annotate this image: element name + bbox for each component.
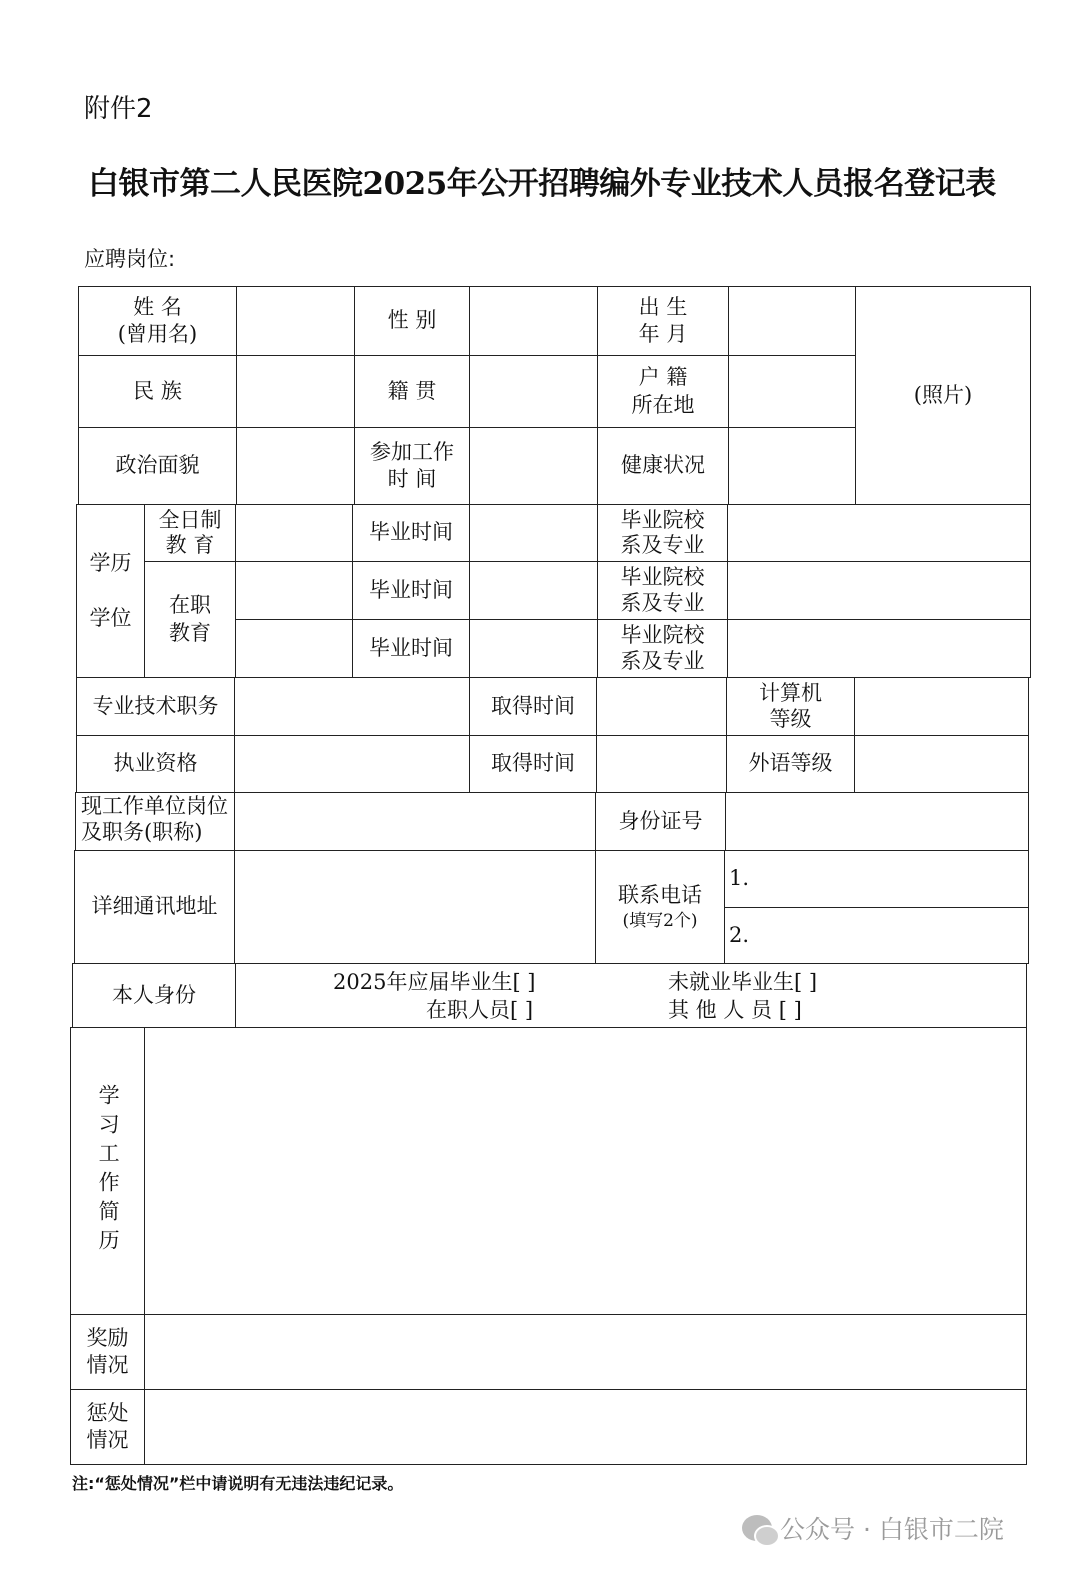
resume-input[interactable]	[144, 1027, 1027, 1315]
current-employer-line2: 及职务(职称)	[81, 820, 203, 845]
name-label-line1: 姓 名	[133, 294, 182, 319]
phone-1-prefix: 1.	[729, 866, 750, 891]
fulltime-degree-input[interactable]	[235, 504, 353, 562]
household-label	[597, 355, 729, 428]
fulltime-school-major-input[interactable]	[727, 504, 1031, 562]
awards-input[interactable]	[144, 1314, 1027, 1390]
inservice-graduation-time-input-1[interactable]	[469, 561, 598, 620]
phone-label	[595, 850, 725, 964]
household-label-line1: 户 籍	[638, 365, 688, 390]
foreign-language-label: 外语等级	[726, 735, 855, 793]
fulltime-school-major-line1: 毕业院校	[620, 507, 705, 532]
current-employer-label	[75, 792, 235, 851]
education-label: 学历	[89, 550, 132, 575]
inservice-school-major-2-line1: 毕业院校	[620, 623, 705, 648]
professional-title-time-input[interactable]	[596, 677, 727, 736]
current-employer-input[interactable]	[234, 792, 596, 851]
computer-level-label	[726, 677, 855, 736]
inservice-school-major-label-2	[597, 619, 728, 678]
work-start-label-line2: 时 间	[387, 467, 437, 491]
watermark	[742, 1510, 1004, 1546]
inservice-label-line1: 在职	[169, 593, 211, 618]
birth-label-line1: 出 生	[638, 294, 688, 319]
work-start-label-line1: 参加工作	[370, 439, 454, 464]
inservice-graduation-time-label-1: 毕业时间	[352, 561, 470, 620]
identity-option-other[interactable]: 其 他 人 员 [ ]	[668, 998, 802, 1022]
fulltime-label-line1: 全日制	[158, 507, 222, 532]
phone-2-prefix: 2.	[729, 922, 750, 947]
political-status-input[interactable]	[236, 427, 355, 505]
punishment-label	[70, 1389, 145, 1465]
inservice-school-major-input-1[interactable]	[727, 561, 1031, 620]
health-label: 健康状况	[597, 427, 729, 505]
inservice-school-major-2-line2: 系及专业	[620, 648, 705, 673]
computer-level-input[interactable]	[854, 677, 1029, 736]
inservice-degree-input-2[interactable]	[235, 619, 353, 678]
position-label: 应聘岗位:	[84, 247, 176, 271]
degree-label: 学位	[89, 606, 132, 630]
identity-option-employed[interactable]: 在职人员[ ]	[426, 998, 534, 1022]
id-number-label: 身份证号	[595, 792, 726, 851]
identity-option-unemployed-graduate[interactable]: 未就业毕业生[ ]	[668, 970, 818, 994]
address-label: 详细通讯地址	[74, 850, 235, 964]
practice-qualification-label: 执业资格	[76, 735, 235, 793]
photo-box[interactable]: (照片)	[855, 286, 1031, 505]
identity-option-fresh-graduate[interactable]: 2025年应届毕业生[ ]	[333, 970, 536, 994]
fulltime-label-line2: 教 育	[165, 533, 215, 557]
health-input[interactable]	[728, 427, 856, 505]
native-place-input[interactable]	[469, 355, 598, 428]
inservice-school-major-label-1	[597, 561, 728, 620]
foreign-language-input[interactable]	[854, 735, 1029, 793]
fulltime-label	[144, 504, 236, 562]
watermark-text: 公众号 · 白银市二院	[780, 1515, 1004, 1544]
fulltime-school-major-label	[597, 504, 728, 562]
professional-title-time-label: 取得时间	[469, 677, 597, 736]
punishment-label-line1: 惩处	[86, 1400, 129, 1425]
id-number-input[interactable]	[725, 792, 1029, 851]
inservice-school-major-1-line1: 毕业院校	[620, 565, 705, 590]
identity-label: 本人身份	[72, 963, 236, 1028]
phone-input-1[interactable]	[724, 850, 1029, 908]
punishment-label-line2: 情况	[86, 1428, 129, 1452]
professional-title-label: 专业技术职务	[76, 677, 235, 736]
practice-qualification-time-label: 取得时间	[469, 735, 597, 793]
identity-options	[235, 963, 1027, 1028]
current-employer-line1: 现工作单位岗位	[81, 794, 228, 818]
punishment-input[interactable]	[144, 1389, 1027, 1465]
work-start-label	[354, 427, 470, 505]
awards-label-line1: 奖励	[86, 1325, 129, 1350]
gender-label: 性 别	[354, 286, 470, 356]
household-label-line2: 所在地	[631, 392, 695, 417]
phone-label-line1: 联系电话	[618, 883, 702, 908]
inservice-school-major-input-2[interactable]	[727, 619, 1031, 678]
inservice-school-major-1-line2: 系及专业	[620, 590, 705, 615]
inservice-label	[144, 561, 236, 678]
awards-label-line2: 情况	[86, 1353, 129, 1377]
fulltime-graduation-time-input[interactable]	[469, 504, 598, 562]
attachment-label: 附件2	[84, 94, 153, 124]
birth-label-line2: 年 月	[638, 322, 688, 346]
practice-qualification-time-input[interactable]	[596, 735, 727, 793]
inservice-graduation-time-label-2: 毕业时间	[352, 619, 470, 678]
awards-label	[70, 1314, 145, 1390]
name-label-line2: (曾用名)	[117, 322, 198, 346]
fulltime-school-major-line2: 系及专业	[620, 533, 705, 557]
form-title: 白银市第二人民医院2025年公开招聘编外专业技术人员报名登记表	[88, 166, 996, 202]
phone-label-line2: (填写2个)	[622, 910, 698, 931]
birth-input[interactable]	[728, 286, 856, 356]
ethnicity-input[interactable]	[236, 355, 355, 428]
computer-level-line1: 计算机	[759, 681, 822, 706]
native-place-label: 籍 贯	[354, 355, 470, 428]
professional-title-input[interactable]	[234, 677, 470, 736]
inservice-degree-input-1[interactable]	[235, 561, 353, 620]
gender-input[interactable]	[469, 286, 598, 356]
phone-input-2[interactable]	[724, 907, 1029, 964]
name-input[interactable]	[236, 286, 355, 356]
resume-label	[70, 1027, 145, 1315]
address-input[interactable]	[234, 850, 596, 964]
birth-label	[597, 286, 729, 356]
name-label	[78, 286, 237, 356]
computer-level-line2: 等级	[769, 706, 812, 731]
education-degree-label	[76, 504, 145, 678]
household-input[interactable]	[728, 355, 856, 428]
wechat-icon	[742, 1515, 772, 1541]
practice-qualification-input[interactable]	[234, 735, 470, 793]
political-status-label: 政治面貌	[78, 427, 237, 505]
inservice-label-line2: 教育	[169, 620, 211, 645]
inservice-graduation-time-input-2[interactable]	[469, 619, 598, 678]
resume-label-text: 学习工作简历	[96, 1084, 121, 1258]
ethnicity-label: 民 族	[78, 355, 237, 428]
fulltime-graduation-time-label: 毕业时间	[352, 504, 470, 562]
work-start-input[interactable]	[469, 427, 598, 505]
form-note: 注:“惩处情况”栏中请说明有无违法违纪记录。	[72, 1474, 404, 1493]
